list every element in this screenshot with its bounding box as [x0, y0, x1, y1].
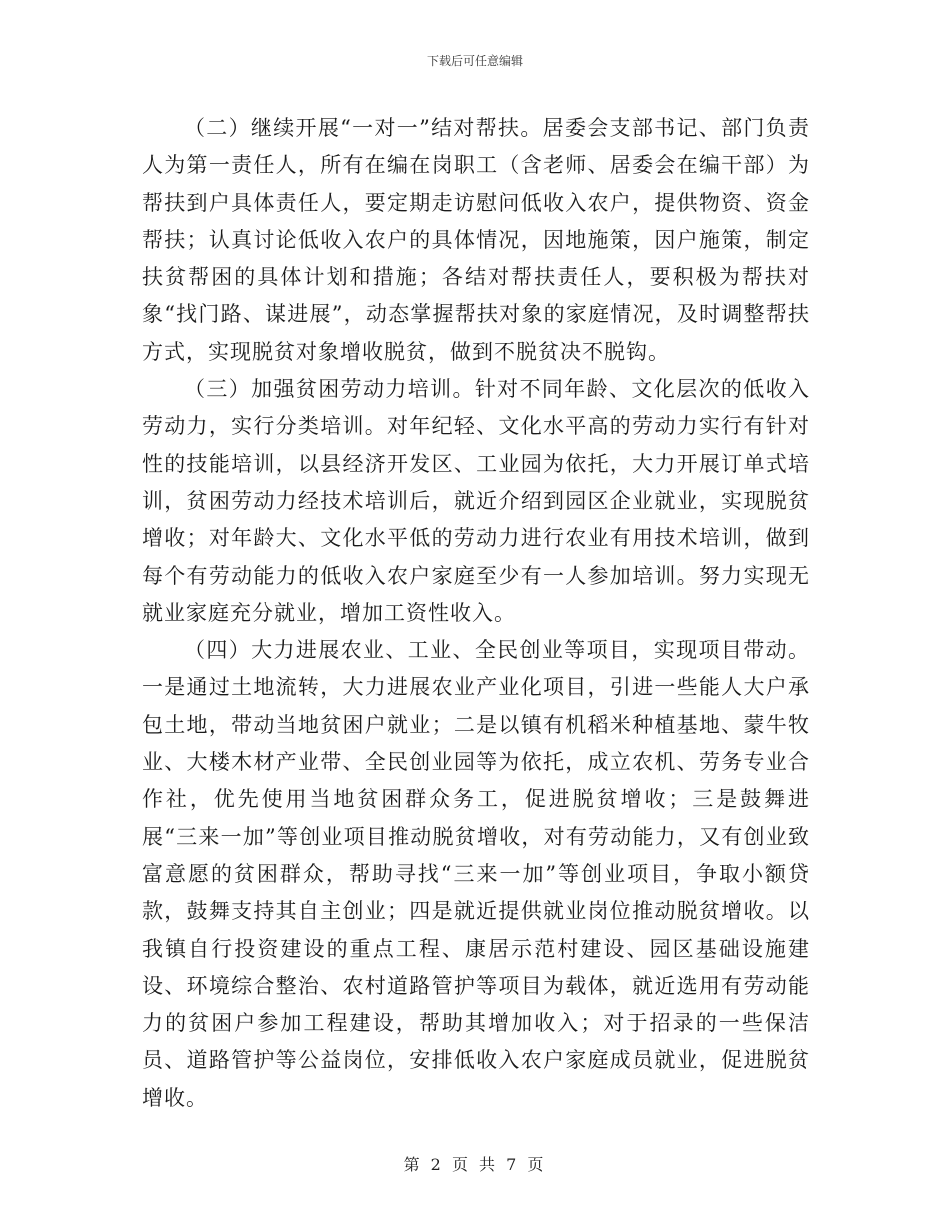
page-number: 第 2 页 共 7 页	[403, 1155, 547, 1174]
document-body	[142, 110, 810, 1117]
paragraph-4: （四）大力进展农业、工业、全民创业等项目，实现项目带动。一是通过土地流转，大力进展农业产业化项目，引进一些能人大户承包土地，带动当地贫困户就业；二是以镇有机稻米种植基地、蒙牛牧业、大楼木材产业带、全民创业园等为依托，成立农机、劳务专业合作社，优先使用当地贫困群众务工，促进脱贫增收；三是鼓舞进展“三来一加”等创业项目推动脱贫增收，对有劳动能力，又有创业致富意愿的贫困群众，帮助寻找“三来一加”等创业项目，争取小额贷款，鼓舞支持其自主创业；四是就近提供就业岗位推动脱贫增收。以我镇自行投资建设的重点工程、康居示范村建设、园区基础设施建设、环境综合整治、农村道路管护等项目为载体，就近选用有劳动能力的贫困户参加工程建设，帮助其增加收入；对于招录的一些保洁员、道路管护等公益岗位，安排低收入农户家庭成员就业，促进脱贫增收。	[142, 638, 810, 1110]
paragraph-3: （三）加强贫困劳动力培训。针对不同年龄、文化层次的低收入劳动力，实行分类培训。对年纪轻、文化水平高的劳动力实行有针对性的技能培训，以县经济开发区、工业园为依托，大力开展订单式培训，贫困劳动力经技术培训后，就近介绍到园区企业就业，实现脱贫增收；对年龄大、文化水平低的劳动力进行农业有用技术培训，做到每个有劳动能力的低收入农户家庭至少有一人参加培训。努力实现无就业家庭充分就业，增加工资性收入。	[142, 377, 810, 625]
paragraph-2: （二）继续开展“一对一”结对帮扶。居委会支部书记、部门负责人为第一责任人，所有在编在岗职工（含老师、居委会在编干部）为帮扶到户具体责任人，要定期走访慰问低收入农户，提供物资、资金帮扶；认真讨论低收入农户的具体情况，因地施策，因户施策，制定扶贫帮困的具体计划和措施；各结对帮扶责任人，要积极为帮扶对象“找门路、谋进展”，动态掌握帮扶对象的家庭情况，及时调整帮扶方式，实现脱贫对象增收脱贫，做到不脱贫决不脱钩。	[142, 116, 810, 364]
header-note: 下载后可任意编辑	[426, 54, 523, 68]
